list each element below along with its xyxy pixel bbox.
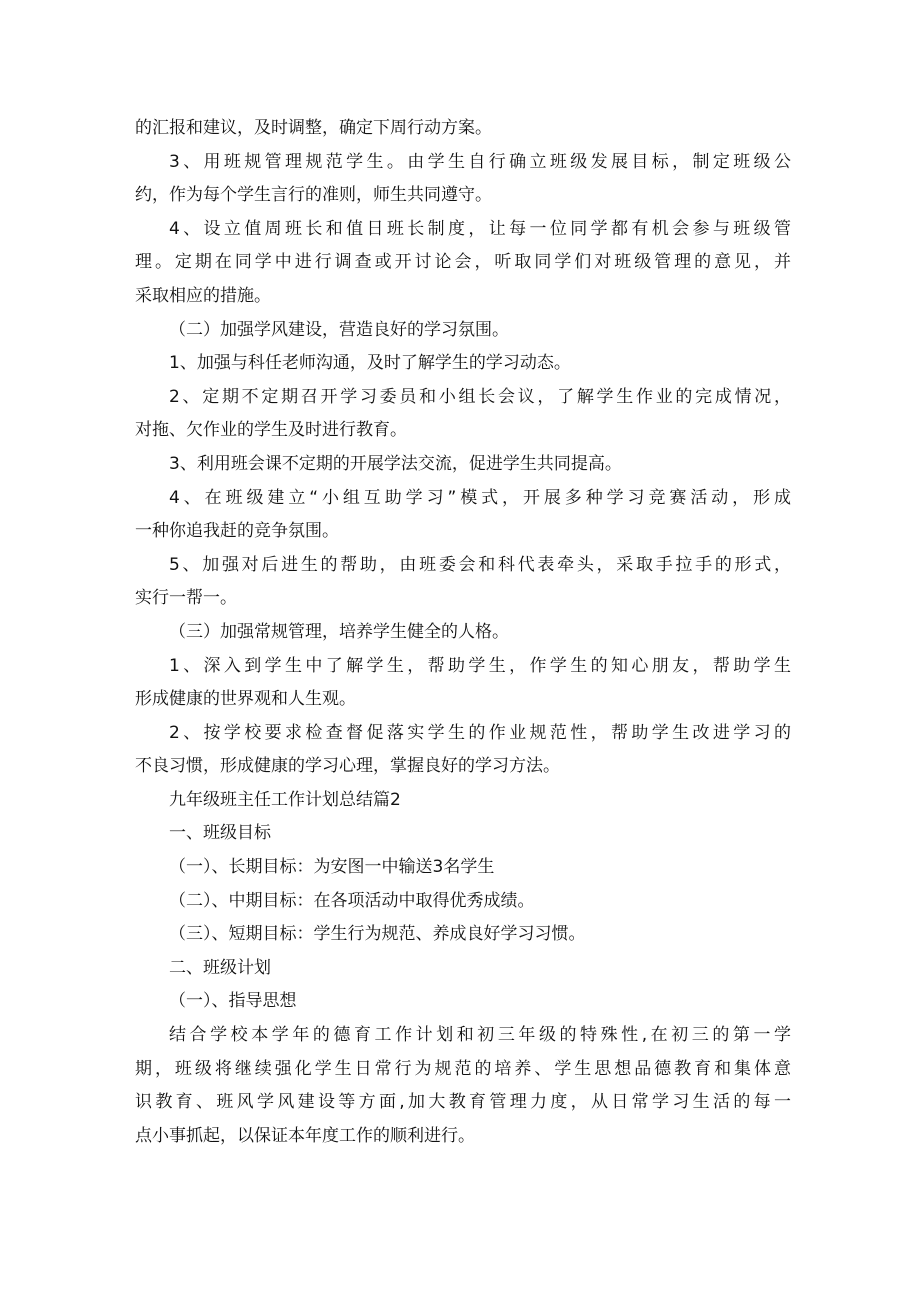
- text-line: [135, 246, 795, 280]
- text-line: [135, 482, 795, 516]
- text-line: [135, 213, 795, 247]
- text-line: [135, 179, 795, 213]
- text-line: [135, 112, 795, 146]
- text-line-content: （二）、中期目标：在各项活动中取得优秀成绩。: [169, 890, 535, 911]
- text-line: [135, 616, 795, 650]
- text-line-content: （一）、长期目标：为安图一中输送3名学生: [169, 857, 495, 878]
- text-line: [135, 650, 795, 684]
- text-line-content: 识教育、班风学风建设等方面,加大教育管理力度，从日常学习生活的每一: [135, 1092, 791, 1113]
- text-line-content: 一种你追我赶的竞争氛围。: [135, 521, 339, 542]
- text-line: [135, 347, 795, 381]
- text-line-content: 对拖、欠作业的学生及时进行教育。: [135, 420, 407, 441]
- text-line-content: 期，班级将继续强化学生日常行为规范的培养、学生思想品德教育和集体意: [135, 1058, 791, 1079]
- text-line-content: 二、班级计划: [169, 957, 271, 978]
- text-line-content: 不良习惯，形成健康的学习心理，掌握良好的学习方法。: [135, 756, 560, 777]
- text-line: [135, 952, 795, 986]
- text-line-content: 采取相应的措施。: [135, 285, 271, 306]
- text-line: [135, 314, 795, 348]
- text-line: [135, 448, 795, 482]
- text-line: [135, 582, 795, 616]
- text-line-content: 形成健康的世界观和人生观。: [135, 689, 356, 710]
- text-line-content: 3、利用班会课不定期的开展学法交流，促进学生共同提高。: [169, 453, 622, 474]
- text-line-content: 1、深入到学生中了解学生，帮助学生，作学生的知心朋友，帮助学生: [169, 655, 791, 676]
- text-line-content: 一、班级目标: [169, 823, 271, 844]
- text-line-content: 点小事抓起，以保证本年度工作的顺利进行。: [135, 1125, 475, 1146]
- text-line-content: 1、加强与科任老师沟通，及时了解学生的学习动态。: [169, 353, 571, 374]
- text-line: [135, 817, 795, 851]
- text-line-content: 理。定期在同学中进行调查或开讨论会，听取同学们对班级管理的意见，并: [135, 252, 791, 273]
- text-line-content: 5、加强对后进生的帮助，由班委会和科代表牵头，采取手拉手的形式，: [169, 554, 791, 575]
- text-line: [135, 985, 795, 1019]
- text-line: [135, 414, 795, 448]
- text-line-content: 4、在班级建立“小组互助学习”模式，开展多种学习竞赛活动，形成: [169, 487, 791, 508]
- text-line: [135, 717, 795, 751]
- text-line: [135, 280, 795, 314]
- text-line: [135, 549, 795, 583]
- text-line: [135, 784, 795, 818]
- text-line-content: 2、定期不定期召开学习委员和小组长会议，了解学生作业的完成情况，: [169, 386, 791, 407]
- text-line: [135, 683, 795, 717]
- text-line: [135, 515, 795, 549]
- text-line-content: （二）加强学风建设，营造良好的学习氛围。: [169, 319, 509, 340]
- document-body: [135, 112, 795, 1153]
- text-line: [135, 851, 795, 885]
- text-line: [135, 885, 795, 919]
- text-line-content: 4、设立值周班长和值日班长制度，让每一位同学都有机会参与班级管: [169, 218, 791, 239]
- text-line-content: 2、按学校要求检查督促落实学生的作业规范性，帮助学生改进学习的: [169, 722, 791, 743]
- text-line: [135, 146, 795, 180]
- text-line: [135, 1086, 795, 1120]
- text-line: [135, 918, 795, 952]
- text-line: [135, 750, 795, 784]
- text-line-content: （一）、指导思想: [169, 991, 297, 1012]
- text-line: [135, 1120, 795, 1154]
- text-line-content: 的汇报和建议，及时调整，确定下周行动方案。: [135, 118, 492, 138]
- text-line-content: （三）、短期目标：学生行为规范、养成良好学习习惯。: [169, 924, 586, 945]
- text-line-content: （三）加强常规管理，培养学生健全的人格。: [169, 621, 509, 642]
- text-line-content: 3、用班规管理规范学生。由学生自行确立班级发展目标，制定班级公: [169, 151, 791, 172]
- text-line: [135, 1053, 795, 1087]
- text-line: [135, 381, 795, 415]
- text-line-content: 实行一帮一。: [135, 588, 237, 609]
- text-line-content: 结合学校本学年的德育工作计划和初三年级的特殊性,在初三的第一学: [169, 1025, 791, 1046]
- text-line-content: 约，作为每个学生言行的准则，师生共同遵守。: [135, 185, 492, 206]
- text-line: [135, 1019, 795, 1053]
- text-line-content: 九年级班主任工作计划总结篇2: [169, 789, 401, 810]
